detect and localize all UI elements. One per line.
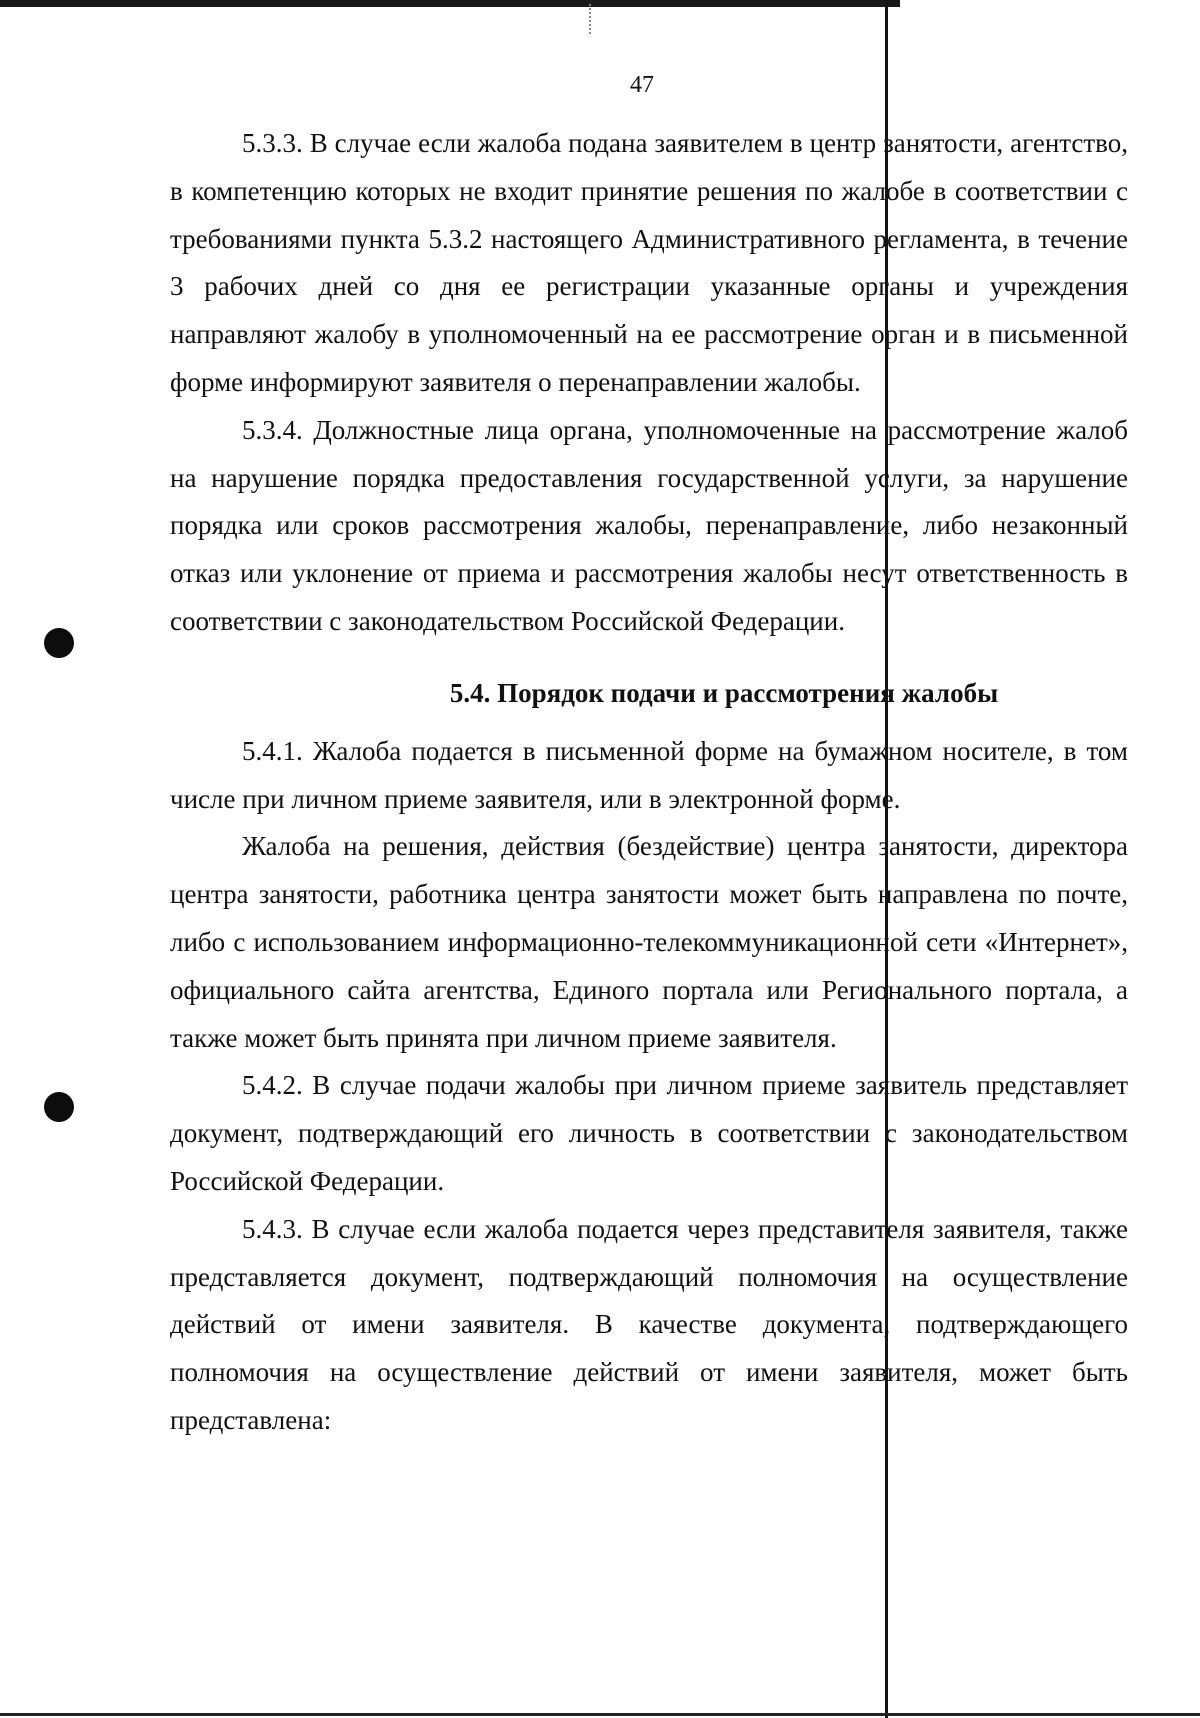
paragraph-5-4-1: 5.4.1. Жалоба подается в письменной форме на бумажном носителе, в том числе при личном приеме заявителя, или в электронной форме.	[170, 735, 1128, 814]
section-heading-5-4: 5.4. Порядок подачи и рассмотрения жалобы	[449, 677, 999, 708]
paragraph-5-3-4: 5.3.4. Должностные лица органа, уполномоченные на рассмотрение жалоб на нарушение порядка предоставления государственной услуги, за нарушение порядка или сроков рассмотрения жалобы, перенаправление, либо незаконный отказ или уклонение от приема и рассмотрения жалобы несут ответственность в соответствии с законодательством Российской Федерации.	[170, 414, 1128, 636]
paragraph-5-4-2: 5.4.2. В случае подачи жалобы при личном приеме заявитель представляет документ, подтверждающий его личность в соответствии с законодательством Российской Федерации.	[170, 1070, 1128, 1196]
paragraph-complaint-channels: Жалоба на решения, действия (бездействие) центра занятости, директора центра занятости, работника центра занятости может быть направлена по почте, либо с использованием информационно-телекоммуникационной сети «Интернет», официального сайта агентства, Единого портала или Регионального портала, а также может быть принята при личном приеме заявителя.	[170, 831, 1128, 1053]
scan-bottom-edge	[0, 1713, 1200, 1716]
punch-hole-upper	[44, 628, 74, 658]
paragraph-5-3-3: 5.3.3. В случае если жалоба подана заявителем в центр занятости, агентство, в компетенцию которых не входит принятие решения по жалобе в соответствии с требованиями пункта 5.3.2 настоящего Административного регламента, в течение 3 рабочих дней со дня ее регистрации указанные органы и учреждения направляют жалобу в уполномоченный на ее рассмотрение орган и в письменной форме информируют заявителя о перенаправлении жалобы.	[170, 128, 1128, 397]
scan-dotted-mark	[589, 4, 593, 34]
paragraph-5-4-3: 5.4.3. В случае если жалоба подается через представителя заявителя, также представляется документ, подтверждающий полномочия на осуществление действий от имени заявителя. В качестве документа, подтверждающего полномочия на осуществление действий от имени заявителя, может быть представлена:	[170, 1213, 1128, 1435]
document-body	[170, 120, 1128, 1445]
punch-hole-lower	[44, 1092, 74, 1122]
page-number: 47	[630, 72, 654, 98]
scan-top-edge	[0, 0, 900, 7]
